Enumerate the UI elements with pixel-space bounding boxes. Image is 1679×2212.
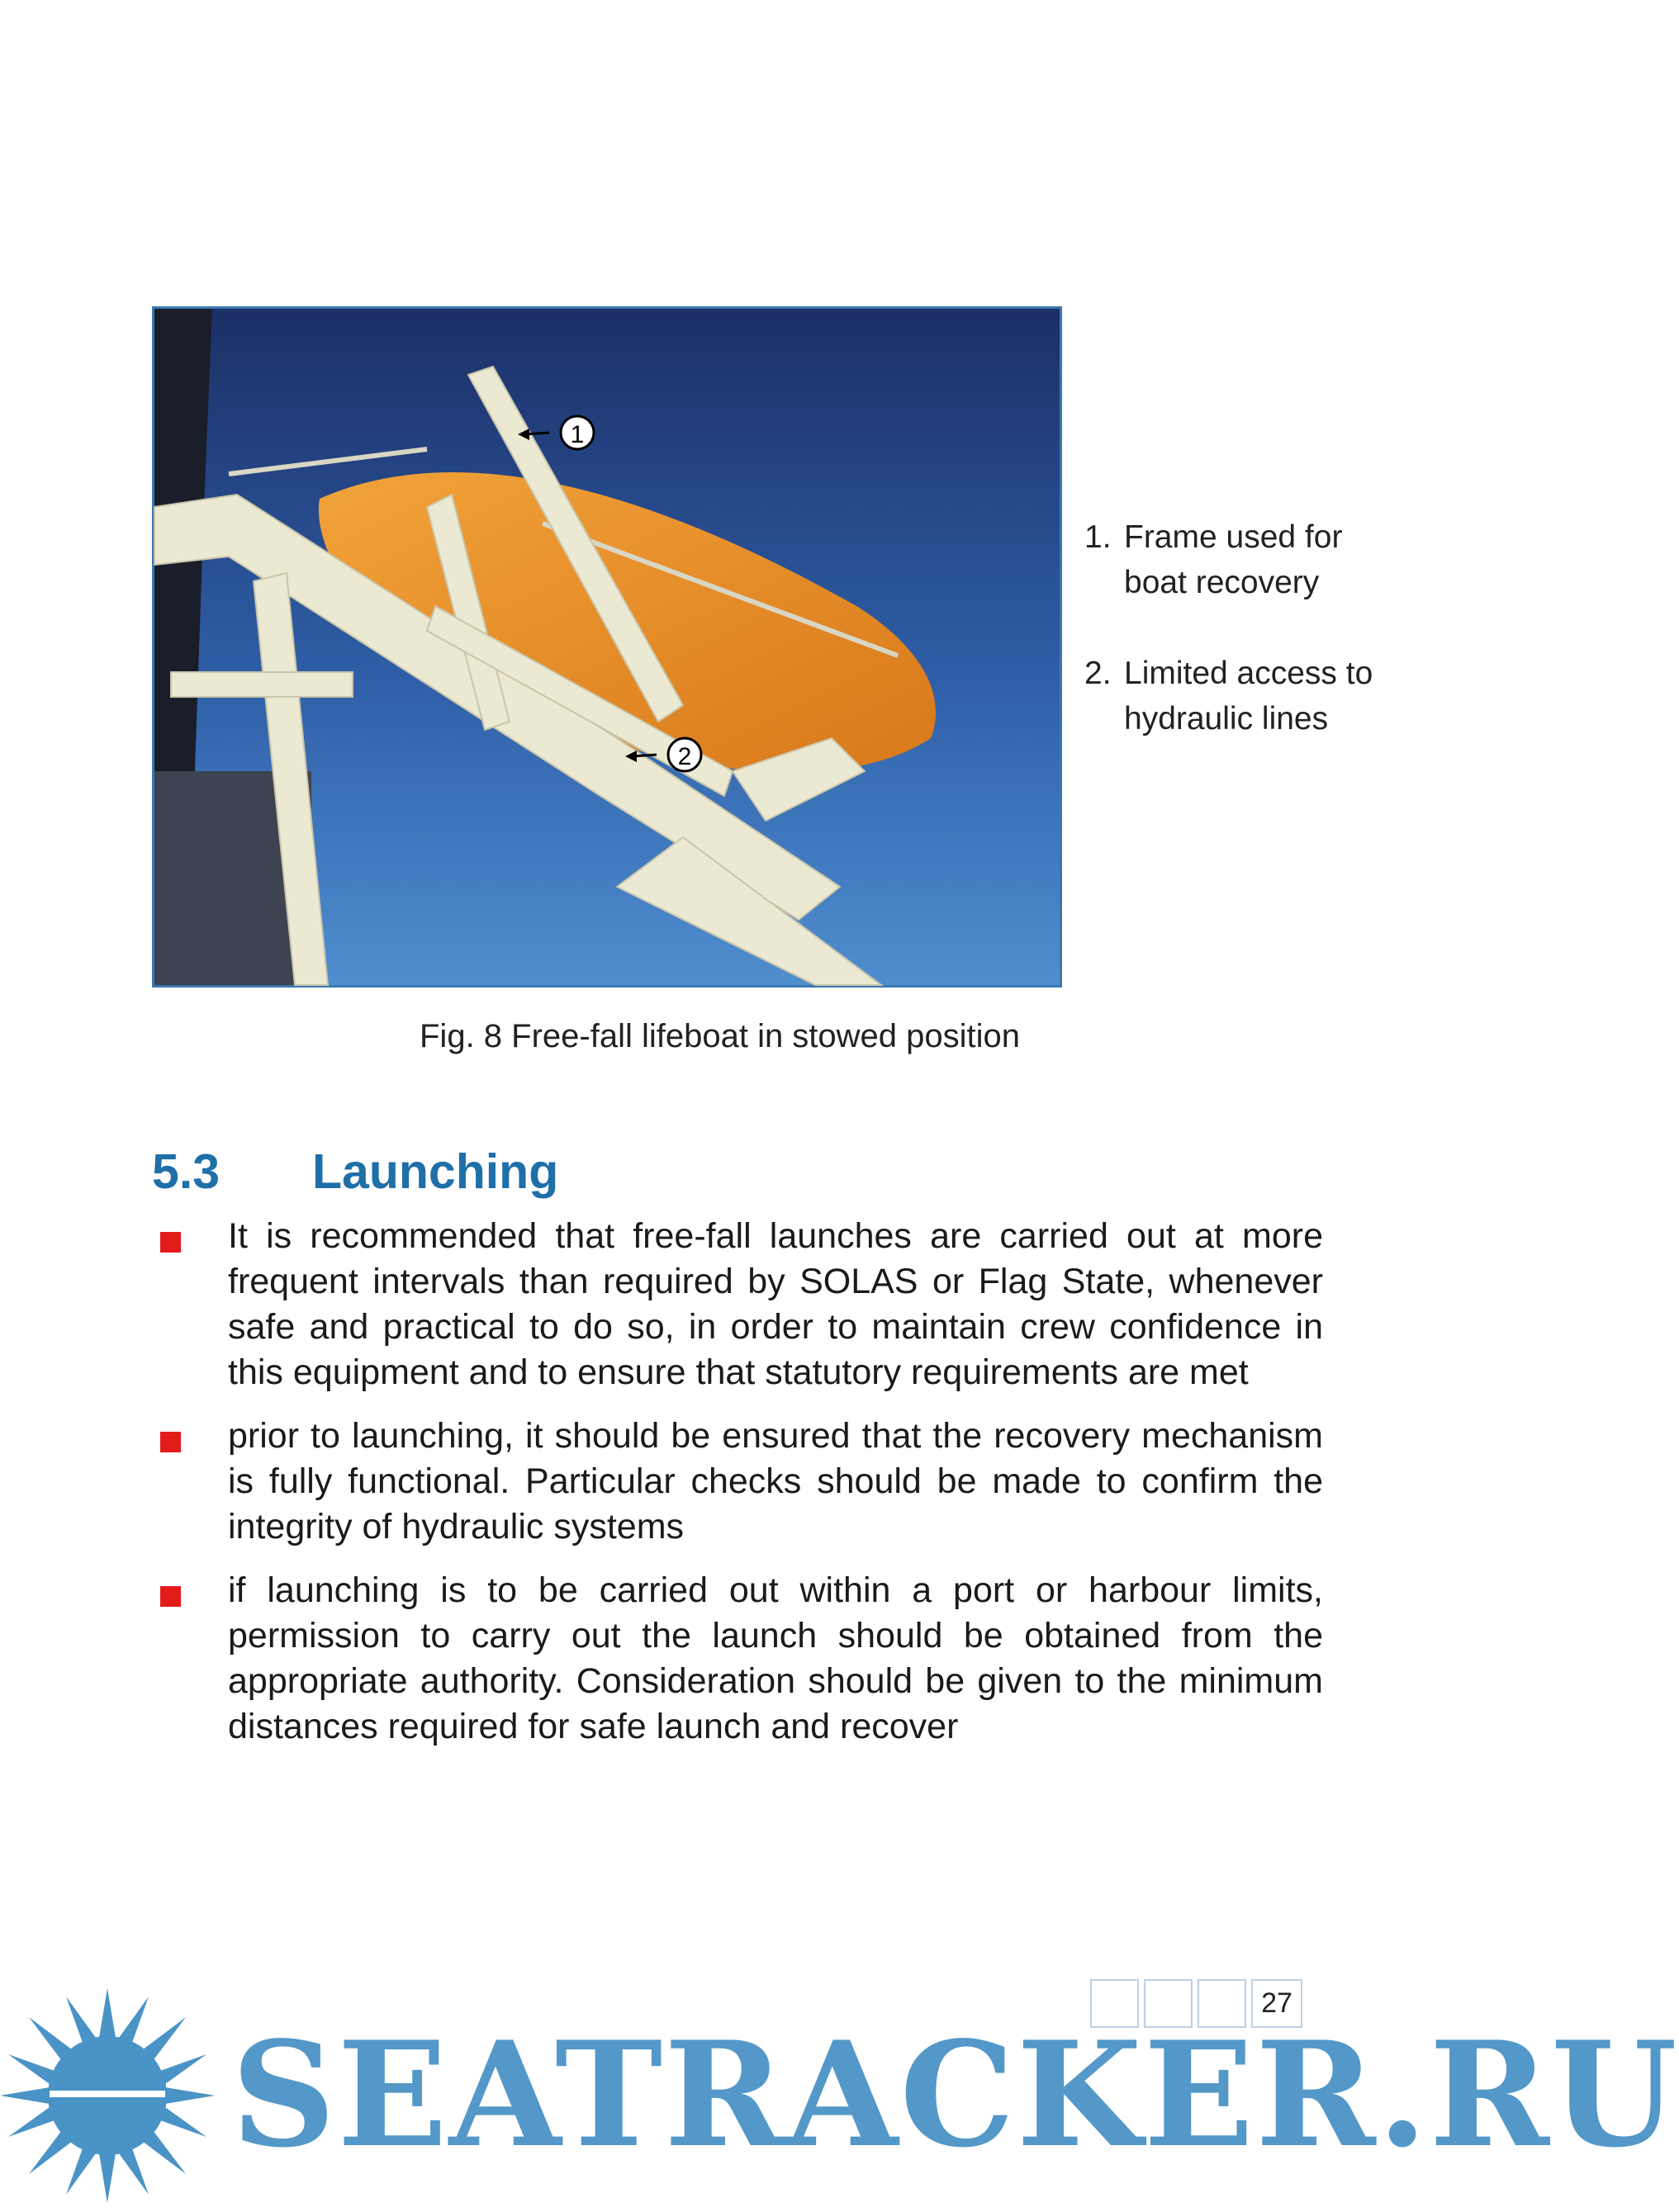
figure-caption: Fig. 8 Free-fall lifeboat in stowed position bbox=[420, 1018, 1021, 1054]
lifeboat-photo bbox=[152, 306, 1062, 988]
figure-legend bbox=[1084, 514, 1464, 787]
section-number: 5.3 bbox=[152, 1144, 221, 1199]
legend-item bbox=[1084, 514, 1464, 605]
legend-text: Frame used for boat recovery bbox=[1124, 519, 1343, 600]
bullet-item bbox=[157, 1214, 1323, 1395]
legend-item bbox=[1084, 651, 1464, 741]
bullet-item bbox=[157, 1414, 1323, 1550]
page-number: 27 bbox=[1251, 1979, 1302, 2028]
section-title: Launching bbox=[312, 1144, 559, 1199]
callout-1-label: 1 bbox=[570, 421, 585, 448]
bullet-square-icon bbox=[160, 1586, 181, 1607]
bullet-square-icon bbox=[160, 1432, 181, 1452]
callout-2-label: 2 bbox=[677, 743, 692, 770]
bullet-item bbox=[157, 1568, 1323, 1750]
legend-text: Limited access to hydraulic lines bbox=[1124, 656, 1373, 737]
legend-number: 2. bbox=[1084, 656, 1112, 691]
legend-number: 1. bbox=[1084, 519, 1112, 555]
bullet-list bbox=[157, 1214, 1323, 1768]
bullet-square-icon bbox=[160, 1232, 181, 1253]
section-heading bbox=[152, 1144, 558, 1200]
watermark-text: SEATRACKER.RU bbox=[231, 2011, 1679, 2180]
bullet-text: It is recommended that free-fall launches are carried out at more frequent intervals than required by SOLAS or Flag State, whenever safe and practical to do so, in order to maintain crew confidence in this equipment and to ensure that statutory requirements are met bbox=[228, 1216, 1323, 1392]
bullet-text: if launching is to be carried out within a port or harbour limits, permission to carry out the launch should be obtained from the appropriate authority. Consideration should be given to the minimum distances required for safe launch and recover bbox=[228, 1570, 1323, 1746]
bullet-text: prior to launching, it should be ensured that the recovery mechanism is fully functional. Particular checks should be made to confirm the integrity of hydraulic systems bbox=[228, 1416, 1323, 1547]
